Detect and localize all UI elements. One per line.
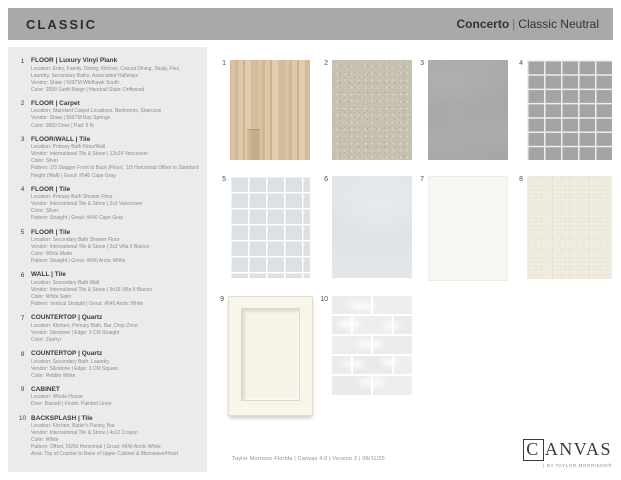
- spec-item-number: 5: [20, 229, 25, 236]
- spec-detail-line: Area: Top of Counter to Base of Upper Cabinet & Microwave/Hood: [31, 451, 178, 458]
- swatch-image-speckled-quartz: [527, 176, 612, 279]
- spec-item-body: [31, 186, 199, 223]
- cabinet-door-panel: [241, 308, 300, 401]
- palette-title: [457, 17, 600, 31]
- swatch-image-subway-tile: [332, 296, 412, 395]
- spec-item-number: 3: [20, 136, 25, 144]
- swatch-image-carpet: [332, 60, 412, 160]
- spec-item-body: [31, 350, 199, 380]
- spec-item-body: [31, 314, 199, 344]
- spec-detail-line: Location: Entry, Family, Dining, Kitchen, Casual Dining, Study, Flex, Laundry, Secondary Baths, Associated Hallways: [31, 65, 181, 79]
- spec-detail-line: Location: Primary Bath Floor/Wall: [31, 144, 106, 151]
- swatch-number-label: 8: [519, 176, 523, 183]
- swatch-number-label: 7: [420, 176, 424, 183]
- spec-detail-line: Vendor: Shaw | 565TM Bay Springs: [31, 115, 111, 122]
- spec-item: [14, 271, 199, 308]
- palette-name: Concerto: [456, 17, 510, 31]
- swatch-number-label: 10: [320, 296, 328, 303]
- spec-detail-line: Pattern: Straight | Grout: #640 Arctic White: [31, 258, 126, 265]
- spec-detail-line: Pattern: Straight | Grout: #546 Cape Gray: [31, 215, 124, 222]
- spec-detail-line: Color: Silver: [31, 158, 59, 165]
- swatch-tile-vancouver: [420, 60, 508, 160]
- spec-item-number: 10: [18, 415, 27, 422]
- spec-item-details: [31, 108, 199, 129]
- spec-detail-line: Pattern: 1/3 Stagger Front to Back (Floor), 1/3 Horizontal Offset to Standard Height (Wall) | Grout: #546 Cape Gray: [31, 165, 199, 179]
- spec-item-details: [31, 323, 199, 344]
- spec-item: [14, 386, 199, 409]
- swatch-luxury-vinyl-plank: [222, 60, 310, 160]
- spec-item-title: CABINET: [31, 385, 60, 393]
- spec-detail-line: Vendor: International Tile & Stone | 2x2 Villa II Bianco: [31, 244, 150, 251]
- swatch-image-gray-tile: [428, 60, 508, 160]
- spec-item: [14, 136, 199, 180]
- spec-item-number: 6: [20, 271, 25, 279]
- spec-item-title: FLOOR/WALL | Tile: [31, 135, 91, 143]
- spec-item-number: 9: [20, 386, 25, 394]
- spec-item: [14, 314, 199, 344]
- spec-item: [14, 57, 199, 94]
- canvas-logo: [512, 439, 612, 468]
- spec-detail-line: Color: White: [31, 437, 59, 444]
- swatch-image-gray-mosaic: [527, 60, 612, 160]
- spec-item-body: [31, 386, 199, 409]
- spec-item-title: BACKSPLASH | Tile: [31, 414, 93, 422]
- spec-detail-line: Location: Secondary Bath, Laundry: [31, 358, 110, 365]
- subway-tile-graphic: [332, 296, 412, 395]
- spec-item-number: 4: [20, 186, 25, 194]
- swatch-number-label: 6: [324, 176, 328, 183]
- canvas-logo-letters: ANVAS: [544, 439, 612, 459]
- spec-detail-line: Color: Pebble White: [31, 372, 76, 379]
- spec-detail-line: Color: Silver: [31, 208, 59, 215]
- swatch-quartz-zephyr: [420, 176, 508, 281]
- spec-detail-line: Vendor: International Tile & Stone | 12x24 Vancouver: [31, 151, 149, 158]
- spec-item-details: [31, 66, 199, 94]
- swatch-mosaic-vancouver: [519, 60, 612, 160]
- spec-item-details: [31, 423, 199, 458]
- spec-detail-line: Color: White Matte: [31, 251, 73, 258]
- spec-item-details: [31, 144, 199, 179]
- canvas-logo-tagline: | BY TAYLOR MORRISON®: [543, 462, 612, 468]
- spec-item: [14, 100, 199, 130]
- spec-detail-line: Vendor: Silestone | Edge: 3 CM Square: [31, 365, 119, 372]
- spec-item-details: [31, 194, 199, 222]
- swatch-number-label: 1: [222, 60, 226, 67]
- swatch-number-label: 3: [420, 60, 424, 67]
- spec-item-title: FLOOR | Luxury Vinyl Plank: [31, 57, 118, 64]
- swatch-tile-villa-bianco: [324, 176, 412, 278]
- spec-detail-line: Color: 2099 Sunlit Beige | Handrail Stain: Driftwood: [31, 86, 145, 93]
- spec-detail-line: Vendor: Shaw | 599TM Wildhawk South: [31, 79, 120, 86]
- spec-detail-line: Location: Kitchen, Primary Bath, Bar, Drop Zone: [31, 322, 138, 329]
- collection-title: CLASSIC: [26, 16, 98, 32]
- spec-detail-line: Location: Whole House: [31, 394, 83, 401]
- swatch-number-label: 5: [222, 176, 226, 183]
- spec-detail-line: Color: Zephyr: [31, 336, 62, 343]
- spec-sidebar: [8, 47, 207, 472]
- swatch-backsplash-subway: [320, 296, 412, 395]
- spec-detail-line: Pattern: Offset, 50/50 Horizontal | Grout: #640 Arctic White: [31, 444, 161, 451]
- spec-detail-line: Location: Primary Bath Shower Floor: [31, 194, 113, 201]
- spec-detail-line: Pattern: Vertical Straight | Grout: #640 Arctic White: [31, 301, 144, 308]
- swatch-image-light-tile: [332, 176, 412, 278]
- spec-detail-line: Color: White Satin: [31, 294, 72, 301]
- spec-item-details: [31, 394, 199, 408]
- spec-detail-line: Vendor: International Tile & Stone | 4x12 Crayon: [31, 430, 138, 437]
- footer-version-info: Taylor Morrison Florida | Canvas 4.0 | Version 2 | 08/11/25: [232, 456, 385, 462]
- swatch-image-wood-plank: [230, 60, 310, 160]
- spec-item-title: COUNTERTOP | Quartz: [31, 350, 103, 358]
- swatch-cabinet-door: [220, 296, 313, 416]
- swatch-image-cabinet-door: [228, 296, 313, 416]
- spec-item-details: [31, 359, 199, 380]
- spec-item-body: [31, 229, 199, 266]
- swatch-image-light-mosaic: [230, 176, 310, 278]
- spec-item: [14, 415, 199, 459]
- canvas-logo-wordmark: [512, 439, 612, 461]
- spec-item-number: 8: [20, 350, 25, 358]
- spec-detail-line: Vendor: International Tile & Stone | 2x2 Vancouver: [31, 201, 143, 208]
- spec-item-details: [31, 237, 199, 265]
- spec-item-body: [31, 100, 199, 130]
- spec-item-title: FLOOR | Carpet: [31, 99, 80, 107]
- swatch-image-white-quartz: [428, 176, 508, 281]
- spec-detail-line: Door: Barnett | Finish: Painted Linen: [31, 401, 112, 408]
- swatch-carpet: [324, 60, 412, 160]
- palette-divider: |: [512, 17, 516, 31]
- swatch-number-label: 9: [220, 296, 224, 303]
- spec-detail-line: Location: Kitchen, Butler's Pantry, Bar: [31, 423, 115, 429]
- spec-item-title: FLOOR | Tile: [31, 185, 71, 193]
- spec-item-number: 1: [20, 57, 25, 65]
- spec-item: [14, 350, 199, 380]
- spec-item-title: COUNTERTOP | Quartz: [31, 314, 103, 322]
- spec-item-title: FLOOR | Tile: [31, 228, 71, 236]
- swatch-number-label: 2: [324, 60, 328, 67]
- spec-item-body: [31, 57, 199, 94]
- spec-list: [14, 57, 199, 458]
- spec-item: [14, 186, 199, 223]
- spec-item-title: WALL | Tile: [31, 271, 66, 279]
- spec-detail-line: Color: 0560 Dove | Pad: 6 lb: [31, 122, 94, 129]
- spec-item-number: 7: [20, 314, 25, 322]
- spec-detail-line: Location: Standard Carpet Locations, Bedrooms, Staircase: [31, 108, 162, 115]
- spec-item-details: [31, 280, 199, 308]
- spec-item-body: [31, 136, 199, 180]
- swatch-mosaic-villa-bianco: [222, 176, 310, 278]
- spec-item-number: 2: [20, 100, 25, 108]
- header-bar: [8, 8, 613, 40]
- spec-item-body: [31, 415, 199, 459]
- swatch-number-label: 4: [519, 60, 523, 67]
- spec-detail-line: Vendor: International Tile & Stone | 9x16 Villa II Bianco: [31, 286, 153, 293]
- palette-subname: Classic Neutral: [518, 17, 599, 31]
- spec-detail-line: Vendor: Silestone | Edge: 3 CM Straight: [31, 329, 120, 336]
- spec-item: [14, 229, 199, 266]
- swatch-quartz-pebble-white: [519, 176, 612, 279]
- spec-item-body: [31, 271, 199, 308]
- canvas-logo-boxed-c: C: [523, 439, 544, 461]
- spec-detail-line: Location: Secondary Bath Shower Floor: [31, 237, 120, 243]
- spec-detail-line: Location: Secondary Bath Wall: [31, 279, 100, 286]
